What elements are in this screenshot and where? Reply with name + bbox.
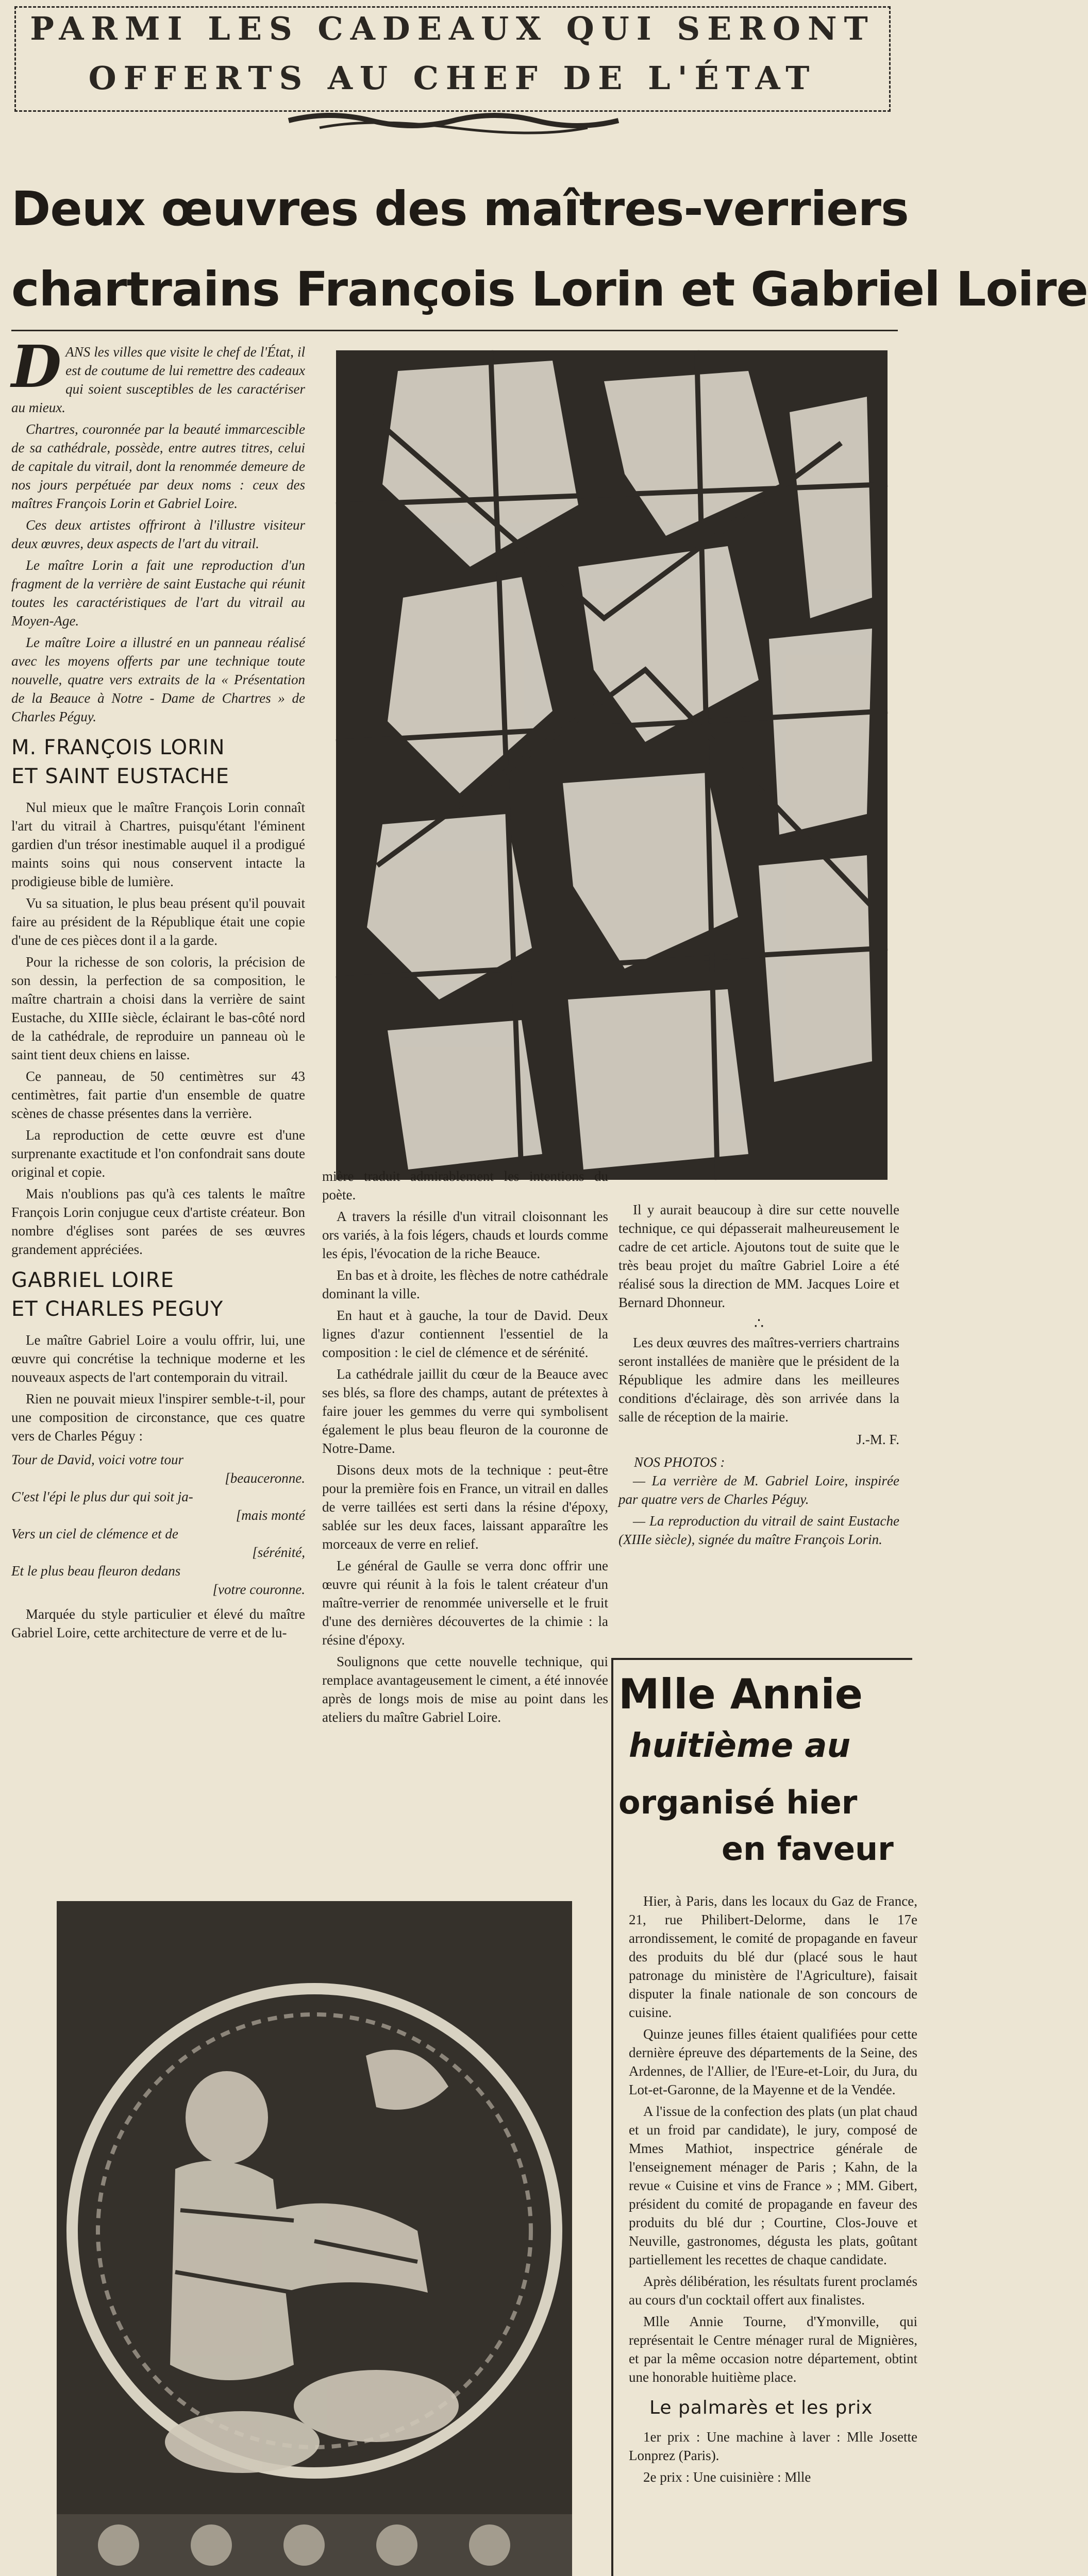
loire-heading-line-2: ET CHARLES PEGUY: [11, 1297, 224, 1321]
peguy-poem: [11, 1450, 305, 1599]
col3-paragraph-1: Il y aurait beaucoup à dire sur cette nouvelle technique, ce qui dépasserait malheureusement le cadre de cet article. Ajoutons tout de suite que le très beau projet du maître Gabriel Loire a été réalisé sous la direction de MM. Jacques Loire et Bernard Dhonneur.: [618, 1202, 899, 1310]
saint-eustache-window: [57, 1901, 572, 2576]
photo-caption-2: — La reproduction du vitrail de saint Eustache (XIIIe siècle), signée du maître François Lorin.: [618, 1513, 899, 1547]
poem-line: Vers un ciel de clémence et de: [11, 1526, 178, 1541]
poem-line: [votre couronne.: [212, 1582, 305, 1597]
poem-line: Tour de David, voici votre tour: [11, 1452, 183, 1467]
intro-paragraph-2: Chartres, couronnée par la beauté immarcescible de sa cathédrale, possède, entre autres titres, celui de capitale du vitrail, dont la renommée demeure de nos jours perpétuée par deux noms : ceux des maîtres François Lorin et Gabriel Loire.: [11, 421, 305, 511]
section-heading-loire: [11, 1266, 305, 1324]
annie-title-line-4: en faveur: [722, 1830, 894, 1868]
annie-prize-1: 1er prix : Une machine à laver : Mlle Josette Lonprez (Paris).: [629, 2429, 917, 2463]
poem-line: [sérénité,: [252, 1545, 305, 1560]
headline-line-2: chartrains François Lorin et Gabriel Loire: [11, 262, 1088, 317]
col2-paragraph: A travers la résille d'un vitrail cloisonnant les ors variés, à la fois légers, chauds et lourds comme les épis, l'évocation de la riche Beauce.: [322, 1209, 608, 1261]
poem-line: [beauceronne.: [225, 1470, 305, 1486]
author-signature: J.-M. F.: [856, 1432, 899, 1447]
poem-line: [mais monté: [236, 1507, 305, 1523]
photo-loire-stained-glass: [336, 350, 888, 1180]
annie-paragraph: Après délibération, les résultats furent proclamés au cours d'un cocktail offert aux finalistes.: [629, 2274, 917, 2308]
col2-paragraph: mière traduit admirablement les intentions du poète.: [322, 1168, 608, 1202]
annie-prize-2: 2e prix : Une cuisinière : Mlle: [643, 2469, 811, 2485]
lorin-paragraph: Mais n'oublions pas qu'à ces talents le maître François Lorin conjugue ceux d'artiste créateur. Bon nombre d'églises sont parées de ses œuvres grandement appréciées.: [11, 1186, 305, 1257]
lorin-heading-line-1: M. FRANÇOIS LORIN: [11, 736, 225, 759]
intro-paragraph-3: Ces deux artistes offriront à l'illustre visiteur deux œuvres, deux aspects de l'art du vitrail.: [11, 517, 305, 551]
lorin-paragraph: Nul mieux que le maître François Lorin connaît l'art du vitrail à Chartres, puisqu'étant l'éminent gardien d'un trésor inestimable auquel il a prodigué maints soins qui nous conservent intacte la prodigieuse bible de lumière.: [11, 800, 305, 889]
annie-title-line-2: huitième au: [629, 1727, 851, 1765]
intro-paragraph-5: Le maître Loire a illustré en un panneau réalisé avec les moyens offerts par une technique toute nouvelle, quatre vers extraits de la « Présentation de la Beauce à Notre - Dame de Chartres » de Charles Péguy.: [11, 635, 305, 724]
intro-paragraph-4: Le maître Lorin a fait une reproduction d'un fragment de la verrière de saint Eustache qui réunit toutes les caractéristiques de l'art du vitrail au Moyen-Age.: [11, 557, 305, 629]
photos-label: NOS PHOTOS :: [634, 1454, 725, 1470]
annie-paragraph: A l'issue de la confection des plats (un plat chaud et un froid par candidate), le jury, composé de Mmes Mathiot, inspectrice générale de l'enseignement ménager de Paris ; Kahn, de la revue « Cuisine et vins de France » ; MM. Gibert, président du comité de propagande en faveur des produits du blé dur ; Courtine, Clos-Jouve et Neuville, gastronomes, dégusta les plats, goûtant partiellement les recettes de chaque candidate.: [629, 2104, 917, 2267]
poem-line: C'est l'épi le plus dur qui soit ja-: [11, 1489, 193, 1504]
col2-paragraph: Disons deux mots de la technique : peut-être pour la première fois en France, un vitrail en dalles de verre taillées est serti dans la résine d'époxy, sablée sur les deux faces, laissant apparaître les morceaux de verre en relief.: [322, 1462, 608, 1552]
article-column-1: [11, 333, 305, 1645]
lorin-heading-line-2: ET SAINT EUSTACHE: [11, 765, 229, 788]
annie-title-line-1: Mlle Annie: [618, 1670, 863, 1718]
annie-subheading: Le palmarès et les prix: [649, 2397, 873, 2418]
section-stars: ∴: [754, 1315, 764, 1332]
col3-paragraph-2: Les deux œuvres des maîtres-verriers chartrains seront installées de manière que le président de la République les admire dans les meilleures conditions d'éclairage, dès son arrivée dans la salle de réception de la mairie.: [618, 1335, 899, 1425]
annie-title-line-3: organisé hier: [618, 1784, 858, 1821]
loire-heading-line-1: GABRIEL LOIRE: [11, 1268, 174, 1292]
intro-text-1: ANS les villes que visite le chef de l'État, il est de coutume de lui remettre des cadeaux qui soient susceptibles de les caractériser au mieux.: [11, 344, 305, 415]
headline-line-1: Deux œuvres des maîtres-verriers: [11, 181, 909, 236]
loire-paragraph-1: Le maître Gabriel Loire a voulu offrir, lui, une œuvre qui concrétise la technique moderne et les nouveaux aspects de l'art contemporain du vitrail.: [11, 1332, 305, 1385]
section-heading-lorin: [11, 733, 305, 791]
banner-ornament: [289, 107, 618, 134]
annie-paragraph: Quinze jeunes filles étaient qualifiées pour cette dernière épreuve des départements de la Seine, des Ardennes, de l'Allier, de l'Eure-et-Loir, du Jura, du Lot-et-Garonne, de la Mayenne et de la Vendée.: [629, 2026, 917, 2097]
drop-cap: D: [11, 333, 62, 401]
annie-paragraph: Mlle Annie Tourne, d'Ymonville, qui représentait le Centre ménager rural de Mignières, et par la même occasion notre département, obtint une honorable huitième place.: [629, 2314, 917, 2385]
col2-paragraph: Soulignons que cette nouvelle technique, qui remplace avantageusement le ciment, a été innovée après de longs mois de mise au point dans les ateliers du maître Gabriel Loire.: [322, 1654, 608, 1725]
loire-paragraph-3: Marquée du style particulier et élevé du maître Gabriel Loire, cette architecture de verre et de lu-: [11, 1606, 305, 1640]
banner-line-1: PARMI LES CADEAUX QUI SERONT: [30, 10, 875, 47]
col2-paragraph: La cathédrale jaillit du cœur de la Beauce avec ses blés, sa flore des champs, autant de prétextes à faire jouer les gemmes du verre qui symbolisent également le plus beau fleuron de la couronne de Notre-Dame.: [322, 1366, 608, 1456]
lorin-paragraph: Pour la richesse de son coloris, la précision de son dessin, la perfection de sa composition, le maître chartrain a choisi dans la verrière de saint Eustache, du XIIIe siècle, éclairant le bas-côté nord de la cathédrale, de reproduire un panneau où le saint tient deux chiens en laisse.: [11, 954, 305, 1062]
poem-line: Et le plus beau fleuron dedans: [11, 1563, 181, 1579]
lorin-paragraph: La reproduction de cette œuvre est d'une surprenante exactitude et l'on confondrait sans doute original et copie.: [11, 1127, 305, 1180]
photo-lorin-saint-eustache: [57, 1901, 572, 2576]
col2-paragraph: En haut et à gauche, la tour de David. Deux lignes d'azur contiennent l'essentiel de la composition : le ciel de clémence et de sérénité.: [322, 1308, 608, 1360]
annie-paragraph: Hier, à Paris, dans les locaux du Gaz de France, 21, rue Philibert-Delorme, dans le 17e arrondissement, le comité de propagande en faveur des produits du blé dur (placé sous le haut patronage du ministère de l'Agriculture), faisait disputer la finale nationale de son concours de cuisine.: [629, 1893, 917, 2020]
col2-paragraph: Le général de Gaulle se verra donc offrir une œuvre qui réunit à la fois le talent créateur d'un maître-verrier de renommée universelle et le fruit d'une des dernières découvertes de la chimie : la résine d'époxy.: [322, 1558, 608, 1648]
banner-box: [14, 6, 891, 112]
intro-paragraph-1: [11, 333, 305, 417]
article-column-2: [322, 1167, 608, 1730]
col2-paragraph: En bas et à droite, les flèches de notre cathédrale dominant la ville.: [322, 1267, 608, 1301]
lorin-paragraph: Ce panneau, de 50 centimètres sur 43 centimètres, fait partie d'un ensemble de quatre scènes de chasse présentes dans la verrière.: [11, 1069, 305, 1121]
stained-glass-pattern: [336, 350, 888, 1180]
annie-body: [629, 1892, 917, 2489]
lorin-paragraph: Vu sa situation, le plus beau présent qu'il pouvait faire au président de la République était une copie d'une de ces pièces dont il a la garde.: [11, 895, 305, 948]
banner-line-2: OFFERTS AU CHEF DE L'ÉTAT: [88, 59, 817, 97]
article-column-3: [618, 1200, 899, 1552]
photo-caption-1: — La verrière de M. Gabriel Loire, inspirée par quatre vers de Charles Péguy.: [618, 1473, 899, 1507]
annie-article-box: [611, 1658, 917, 2576]
loire-paragraph-2: Rien ne pouvait mieux l'inspirer semble-t-il, pour une composition de circonstance, que ces quatre vers de Charles Péguy :: [11, 1391, 305, 1444]
headline-rule: [11, 330, 898, 331]
